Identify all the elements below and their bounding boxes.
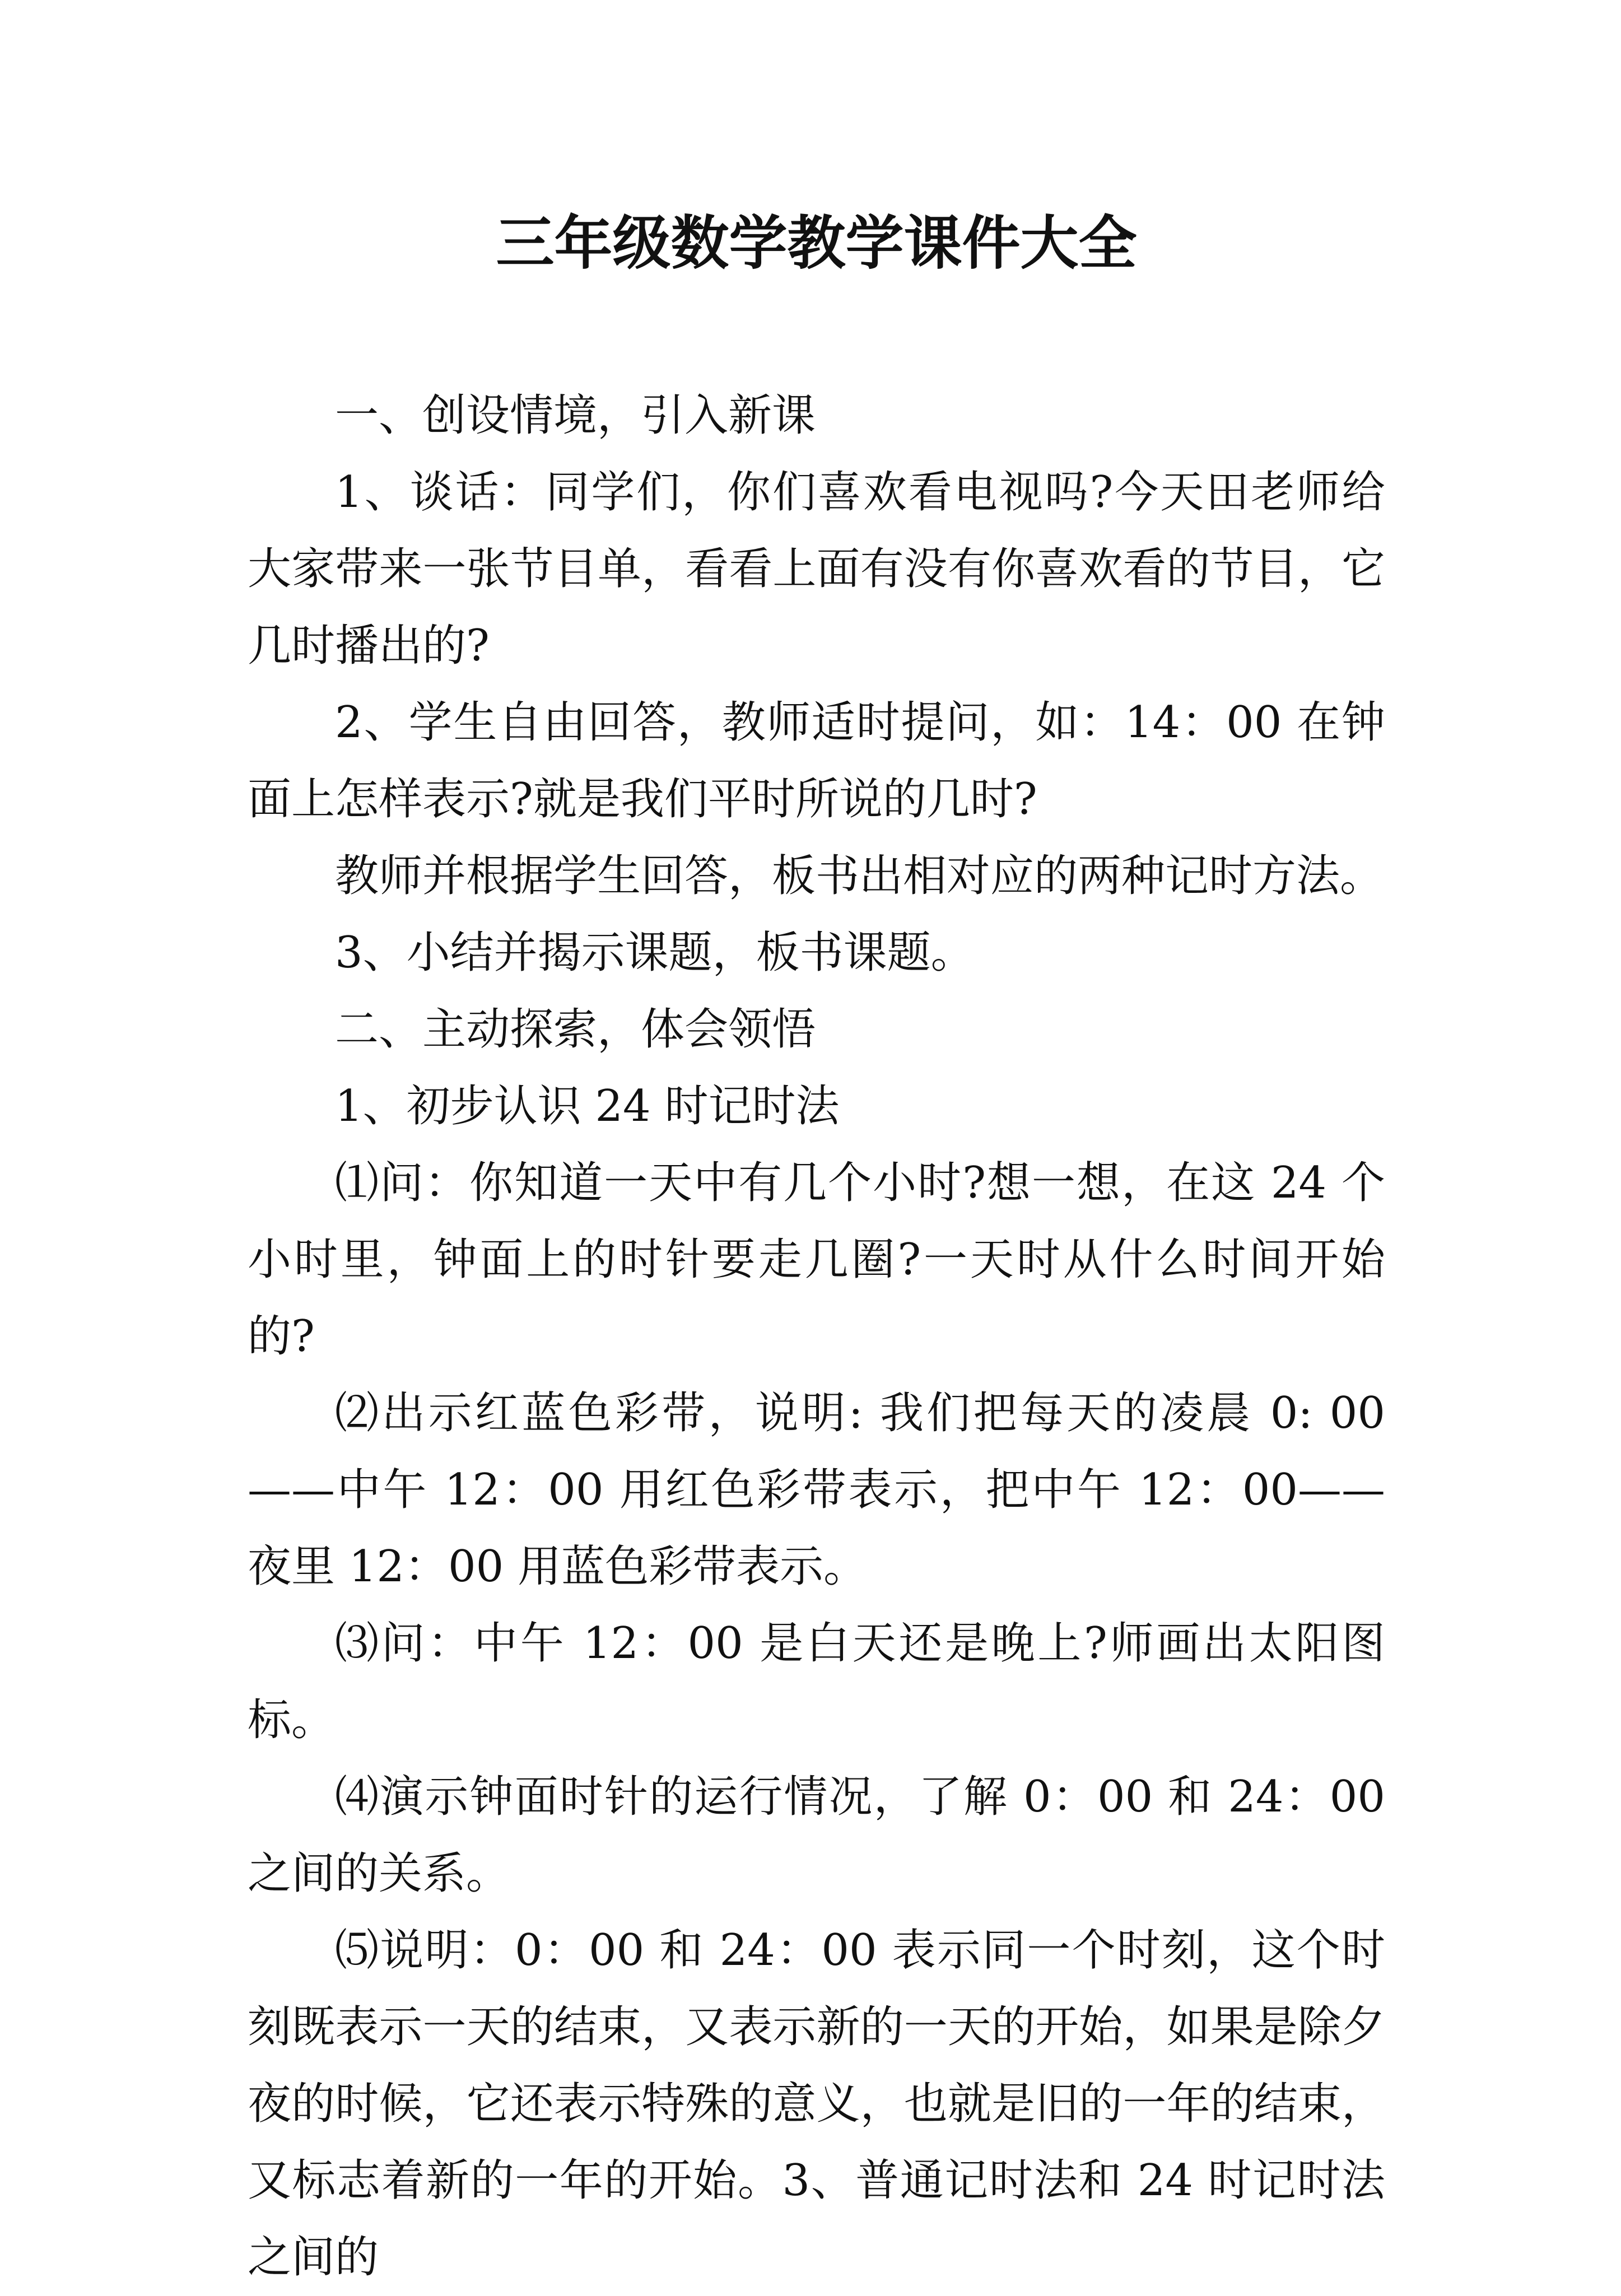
paragraph-summary: 3、小结并揭示课题，板书课题。 [335,928,975,978]
subheading-24-hour-clock: 1、初步认识 24 时记时法 [335,1081,840,1131]
paragraph-student-answers: 2、学生自由回答，教师适时提问，如：14：00 在钟面上怎样表示?就是我们平时所说的几时? [248,697,1385,825]
paragraph-item-3: ⑶问：中午 12：00 是白天还是晚上?师画出太阳图标。 [248,1618,1385,1745]
paragraph-item-5: ⑸说明：0：00 和 24：00 表示同一个时刻，这个时刻既表示一天的结束，又表示新的一天的开始，如果是除夕夜的时候，它还表示特殊的意义，也就是旧的一年的结束，又标志着新的一年的开始。3、普通记时法和 24 时记时法之间的 [248,1925,1385,2283]
document-body [248,378,1385,2296]
paragraph-item-1: ⑴问：你知道一天中有几个小时?想一想，在这 24 个小时里，钟面上的时针要走几圈?一天时从什么时间开始的? [248,1158,1385,1362]
paragraph-item-4: ⑷演示钟面时针的运行情况，了解 0：00 和 24：00 之间的关系。 [248,1772,1385,1899]
document-title: 三年级数学教学课件大全 [496,208,1137,277]
paragraph-item-2: ⑵出示红蓝色彩带，说明: 我们把每天的凌晨 0: 00——中午 12：00 用红色彩带表示，把中午 12：00——夜里 12：00 用蓝色彩带表示。 [248,1388,1385,1592]
section-heading-1: 一、创设情境，引入新课 [335,390,816,441]
section-heading-2: 二、主动探索，体会领悟 [335,1004,816,1055]
paragraph-teacher-blackboard: 教师并根据学生回答，板书出相对应的两种记时方法。 [335,851,1384,901]
paragraph-conversation: 1、谈话：同学们，你们喜欢看电视吗?今天田老师给大家带来一张节目单，看看上面有没有你喜欢看的节目，它几时播出的? [248,467,1385,671]
